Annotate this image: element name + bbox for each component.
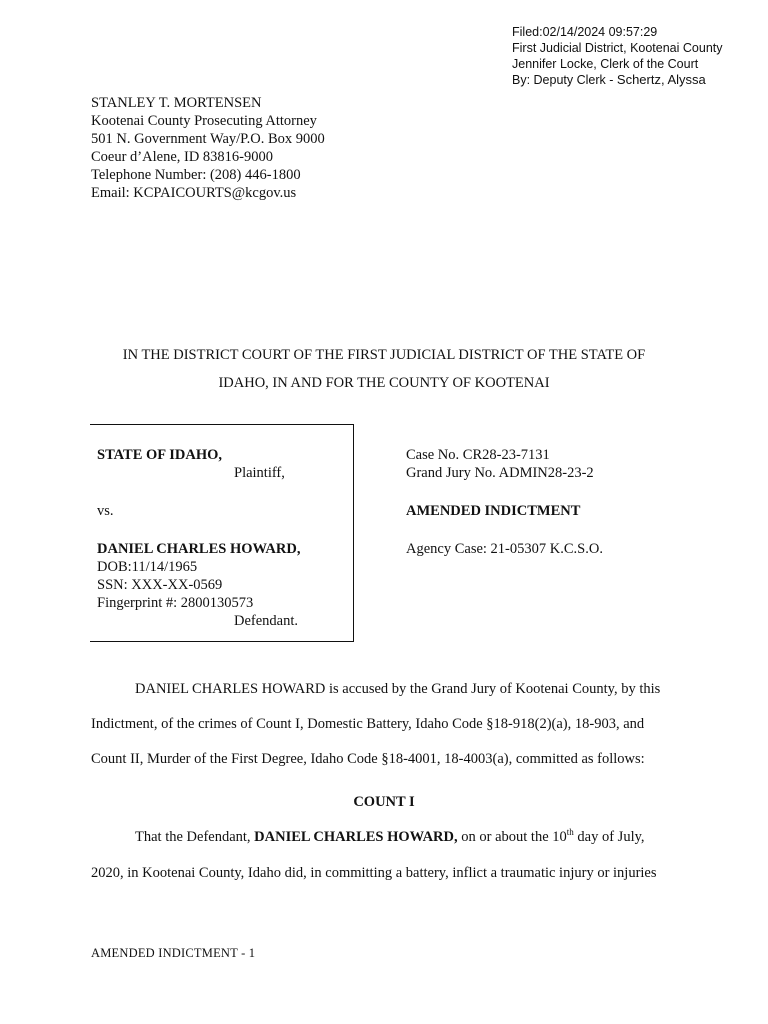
page-footer: AMENDED INDICTMENT - 1 — [91, 946, 256, 960]
defendant-fingerprint: Fingerprint #: 2800130573 — [97, 595, 254, 611]
filed-by — [512, 72, 723, 88]
body-line-2: Indictment, of the crimes of Count I, Domestic Battery, Idaho Code §18-918(2)(a), 18-903, and — [91, 716, 645, 732]
count-1-line-1 — [135, 828, 725, 846]
filed-timestamp: Filed:02/14/2024 09:57:29 — [512, 25, 658, 39]
count-1-text-c: on or about the 10 — [457, 829, 567, 845]
attorney-name: STANLEY T. MORTENSEN — [91, 95, 262, 111]
body-line-3: Count II, Murder of the First Degree, Idaho Code §18-4001, 18-4003(a), committed as follows: — [91, 751, 645, 767]
attorney-phone: Telephone Number: (208) 446-1800 — [91, 167, 301, 183]
body-line-1: DANIEL CHARLES HOWARD is accused by the Grand Jury of Kootenai County, by this — [135, 681, 661, 697]
defendant-ssn: SSN: XXX-XX-0569 — [97, 577, 223, 593]
plaintiff-role: Plaintiff, — [234, 465, 285, 481]
attorney-email: Email: KCPAICOURTS@kcgov.us — [91, 185, 297, 201]
count-1-ordinal-suffix: th — [566, 827, 574, 838]
court-heading-line-2: IDAHO, IN AND FOR THE COUNTY OF KOOTENAI — [218, 375, 550, 391]
count-heading: COUNT I — [353, 794, 415, 810]
attorney-address-2: Coeur d’Alene, ID 83816-9000 — [91, 149, 274, 165]
versus-label: vs. — [97, 503, 114, 519]
attorney-title: Kootenai County Prosecuting Attorney — [91, 113, 317, 129]
case-info — [406, 446, 603, 558]
filing-stamp — [512, 24, 723, 88]
defendant-dob: DOB:11/14/1965 — [97, 559, 198, 575]
count-1-text-d: day of July, — [573, 829, 645, 845]
defendant-role: Defendant. — [234, 613, 299, 629]
court-heading-line-1: IN THE DISTRICT COURT OF THE FIRST JUDICIAL DISTRICT OF THE STATE OF — [122, 347, 646, 363]
filed-district: First Judicial District, Kootenai County — [512, 41, 723, 55]
count-1-line-2: 2020, in Kootenai County, Idaho did, in committing a battery, inflict a traumatic injury or injuries — [91, 865, 657, 881]
filed-clerk: Jennifer Locke, Clerk of the Court — [512, 57, 699, 71]
plaintiff-name: STATE OF IDAHO, — [97, 447, 223, 463]
count-1-defendant-name: DANIEL CHARLES HOWARD, — [254, 829, 458, 845]
case-caption-parties — [97, 446, 347, 630]
attorney-address-1: 501 N. Government Way/P.O. Box 9000 — [91, 131, 325, 147]
filed-by-name: Schertz, Alyssa — [616, 72, 706, 87]
defendant-name: DANIEL CHARLES HOWARD, — [97, 541, 301, 557]
grand-jury-number: Grand Jury No. ADMIN28-23-2 — [406, 465, 594, 481]
document-title: AMENDED INDICTMENT — [406, 503, 581, 519]
count-1-text-a: That the Defendant, — [135, 829, 255, 845]
filed-by-label: By: Deputy Clerk - — [512, 73, 614, 87]
case-number: Case No. CR28-23-7131 — [406, 447, 550, 463]
agency-case: Agency Case: 21-05307 K.C.S.O. — [406, 541, 603, 557]
attorney-block — [91, 94, 325, 202]
